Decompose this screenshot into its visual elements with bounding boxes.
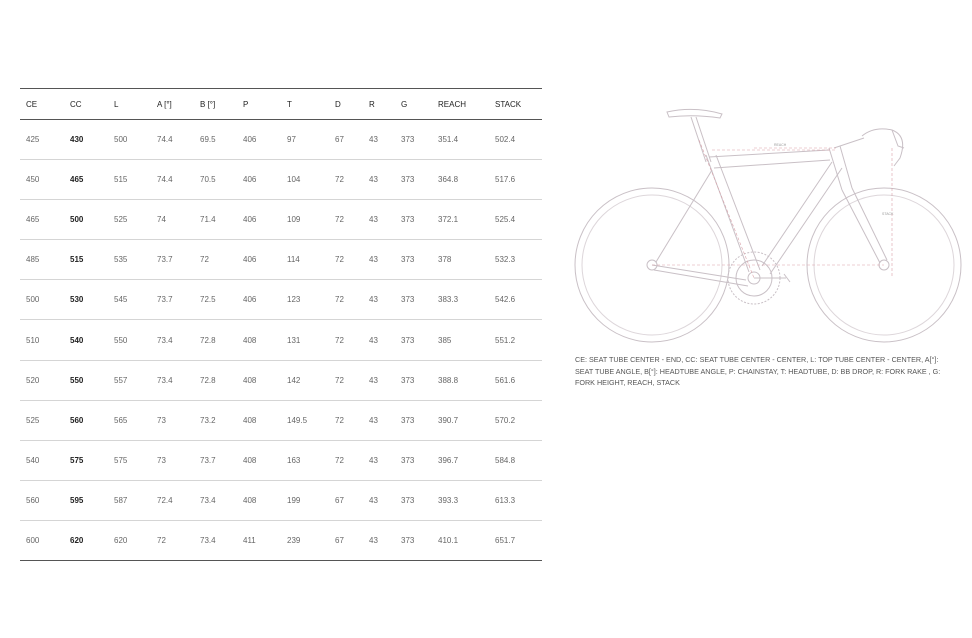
table-cell: 520: [20, 360, 64, 400]
table-cell: 525: [108, 200, 151, 240]
table-cell: 69.5: [194, 120, 237, 160]
table-cell: 408: [237, 480, 281, 520]
table-cell: 465: [64, 160, 108, 200]
table-cell: 540: [20, 440, 64, 480]
table-cell: 545: [108, 280, 151, 320]
table-cell: 542.6: [489, 280, 542, 320]
table-row: [20, 320, 542, 360]
table-cell: 373: [395, 360, 432, 400]
column-header: A [°]: [151, 89, 194, 120]
table-cell: 557: [108, 360, 151, 400]
saddle: [667, 109, 722, 118]
table-row: [20, 200, 542, 240]
table-cell: 373: [395, 400, 432, 440]
table-cell: 396.7: [432, 440, 489, 480]
geometry-table: [20, 88, 542, 561]
table-row: [20, 400, 542, 440]
table-cell: 561.6: [489, 360, 542, 400]
table-cell: 73.7: [151, 280, 194, 320]
table-cell: 500: [20, 280, 64, 320]
table-cell: 73.7: [194, 440, 237, 480]
table-cell: 43: [363, 360, 395, 400]
table-cell: 373: [395, 160, 432, 200]
table-row: [20, 520, 542, 560]
column-header: REACH: [432, 89, 489, 120]
table-cell: 74.4: [151, 120, 194, 160]
table-cell: 373: [395, 280, 432, 320]
table-cell: 515: [64, 240, 108, 280]
table-cell: 73.2: [194, 400, 237, 440]
table-cell: 560: [64, 400, 108, 440]
table-cell: 73.7: [151, 240, 194, 280]
table-cell: 239: [281, 520, 329, 560]
table-cell: 510: [20, 320, 64, 360]
table-cell: 575: [64, 440, 108, 480]
table-cell: 114: [281, 240, 329, 280]
table-cell: 406: [237, 120, 281, 160]
table-cell: 373: [395, 240, 432, 280]
table-cell: 373: [395, 320, 432, 360]
table-cell: 74: [151, 200, 194, 240]
table-row: [20, 480, 542, 520]
table-cell: 430: [64, 120, 108, 160]
table-cell: 72: [329, 240, 363, 280]
table-row: [20, 360, 542, 400]
table-cell: 71.4: [194, 200, 237, 240]
table-cell: 73.4: [151, 320, 194, 360]
table-cell: 70.5: [194, 160, 237, 200]
table-cell: 620: [108, 520, 151, 560]
table-cell: 104: [281, 160, 329, 200]
table-cell: 613.3: [489, 480, 542, 520]
table-cell: 123: [281, 280, 329, 320]
table-body: [20, 120, 542, 561]
table-row: [20, 280, 542, 320]
table-cell: 570.2: [489, 400, 542, 440]
table-cell: 500: [108, 120, 151, 160]
table-cell: 72: [329, 440, 363, 480]
table-cell: 109: [281, 200, 329, 240]
table-cell: 67: [329, 120, 363, 160]
table-cell: 502.4: [489, 120, 542, 160]
table-cell: 408: [237, 440, 281, 480]
down-tube: [762, 162, 842, 274]
table-cell: 584.8: [489, 440, 542, 480]
table-cell: 383.3: [432, 280, 489, 320]
table-cell: 72.4: [151, 480, 194, 520]
table-cell: 43: [363, 480, 395, 520]
table-cell: 43: [363, 240, 395, 280]
table-cell: 73: [151, 400, 194, 440]
table-cell: 142: [281, 360, 329, 400]
top-tube: [709, 150, 830, 168]
table-cell: 73: [151, 440, 194, 480]
column-header: T: [281, 89, 329, 120]
table-cell: 43: [363, 280, 395, 320]
table-row: [20, 240, 542, 280]
table-cell: 393.3: [432, 480, 489, 520]
table-cell: 550: [64, 360, 108, 400]
table-cell: 373: [395, 120, 432, 160]
table-cell: 351.4: [432, 120, 489, 160]
table-cell: 500: [64, 200, 108, 240]
table-cell: 651.7: [489, 520, 542, 560]
table-cell: 406: [237, 240, 281, 280]
table-cell: 408: [237, 400, 281, 440]
column-header: D: [329, 89, 363, 120]
table-cell: 72: [329, 280, 363, 320]
seatstay: [656, 170, 712, 262]
table-cell: 406: [237, 160, 281, 200]
table-cell: 515: [108, 160, 151, 200]
column-header: L: [108, 89, 151, 120]
head-tube: [829, 146, 852, 190]
stack-label: STACK: [882, 212, 894, 216]
table-cell: 425: [20, 120, 64, 160]
table-row: [20, 440, 542, 480]
column-header: G: [395, 89, 432, 120]
table-cell: 72: [151, 520, 194, 560]
table-cell: 72: [329, 160, 363, 200]
table-cell: 67: [329, 480, 363, 520]
table-cell: 532.3: [489, 240, 542, 280]
table-cell: 43: [363, 520, 395, 560]
table-cell: 72: [194, 240, 237, 280]
table-cell: 595: [64, 480, 108, 520]
table-cell: 408: [237, 360, 281, 400]
table-cell: 72: [329, 360, 363, 400]
table-cell: 72.5: [194, 280, 237, 320]
table-cell: 465: [20, 200, 64, 240]
bike-geometry-diagram: [574, 100, 964, 345]
chainstay: [652, 265, 748, 286]
table-cell: 74.4: [151, 160, 194, 200]
table-cell: 530: [64, 280, 108, 320]
table-cell: 373: [395, 480, 432, 520]
table-cell: 97: [281, 120, 329, 160]
table-cell: 72.8: [194, 320, 237, 360]
table-cell: 373: [395, 440, 432, 480]
table-cell: 43: [363, 200, 395, 240]
column-header: B [°]: [194, 89, 237, 120]
fork: [842, 188, 887, 263]
table-cell: 406: [237, 200, 281, 240]
table-cell: 72: [329, 400, 363, 440]
table-cell: 364.8: [432, 160, 489, 200]
table-cell: 373: [395, 200, 432, 240]
table-cell: 411: [237, 520, 281, 560]
table-cell: 131: [281, 320, 329, 360]
bike-illustration: [574, 100, 964, 345]
table-row: [20, 120, 542, 160]
table-cell: 373: [395, 520, 432, 560]
reach-label: REACH: [774, 143, 787, 147]
table-cell: 72.8: [194, 360, 237, 400]
column-header: CE: [20, 89, 64, 120]
table-cell: 525: [20, 400, 64, 440]
handlebar: [862, 129, 903, 166]
table-cell: 560: [20, 480, 64, 520]
table-cell: 199: [281, 480, 329, 520]
table-cell: 587: [108, 480, 151, 520]
table-cell: 43: [363, 400, 395, 440]
table-cell: 73.4: [194, 520, 237, 560]
stem: [834, 138, 864, 148]
table-cell: 149.5: [281, 400, 329, 440]
table-cell: 43: [363, 120, 395, 160]
table-cell: 43: [363, 320, 395, 360]
column-header: R: [363, 89, 395, 120]
table-header-row: [20, 89, 542, 120]
table-cell: 72: [329, 320, 363, 360]
table-cell: 600: [20, 520, 64, 560]
table-cell: 390.7: [432, 400, 489, 440]
table-cell: 72: [329, 200, 363, 240]
table-cell: 408: [237, 320, 281, 360]
table-cell: 378: [432, 240, 489, 280]
table-cell: 43: [363, 160, 395, 200]
table-cell: 525.4: [489, 200, 542, 240]
table-row: [20, 160, 542, 200]
table-cell: 565: [108, 400, 151, 440]
table-cell: 73.4: [194, 480, 237, 520]
table-cell: 163: [281, 440, 329, 480]
table-cell: 540: [64, 320, 108, 360]
seat-tube: [706, 155, 760, 272]
table-cell: 406: [237, 280, 281, 320]
table-cell: 535: [108, 240, 151, 280]
table-cell: 385: [432, 320, 489, 360]
seatpost: [691, 117, 711, 162]
table-cell: 67: [329, 520, 363, 560]
seat-tube-axis: [699, 140, 754, 278]
table-cell: 372.1: [432, 200, 489, 240]
column-header: CC: [64, 89, 108, 120]
table-cell: 43: [363, 440, 395, 480]
table-cell: 450: [20, 160, 64, 200]
table-cell: 485: [20, 240, 64, 280]
table-cell: 410.1: [432, 520, 489, 560]
table-cell: 620: [64, 520, 108, 560]
table-cell: 517.6: [489, 160, 542, 200]
table-cell: 550: [108, 320, 151, 360]
table-cell: 388.8: [432, 360, 489, 400]
table-cell: 73.4: [151, 360, 194, 400]
column-header: P: [237, 89, 281, 120]
table-cell: 551.2: [489, 320, 542, 360]
table-cell: 575: [108, 440, 151, 480]
column-header: STACK: [489, 89, 542, 120]
geometry-legend-caption: CE: SEAT TUBE CENTER - END, CC: SEAT TUBE CENTER - CENTER, L: TOP TUBE CENTER - CENTER, A[°]: SEAT TUBE ANGLE, B[°]: HEADTUBE ANGLE, P: CHAINSTAY, T: HEADTUBE, D: BB DROP, R: FORK RAKE , G: FORK HEIGHT, REACH, STACK: [575, 355, 941, 387]
